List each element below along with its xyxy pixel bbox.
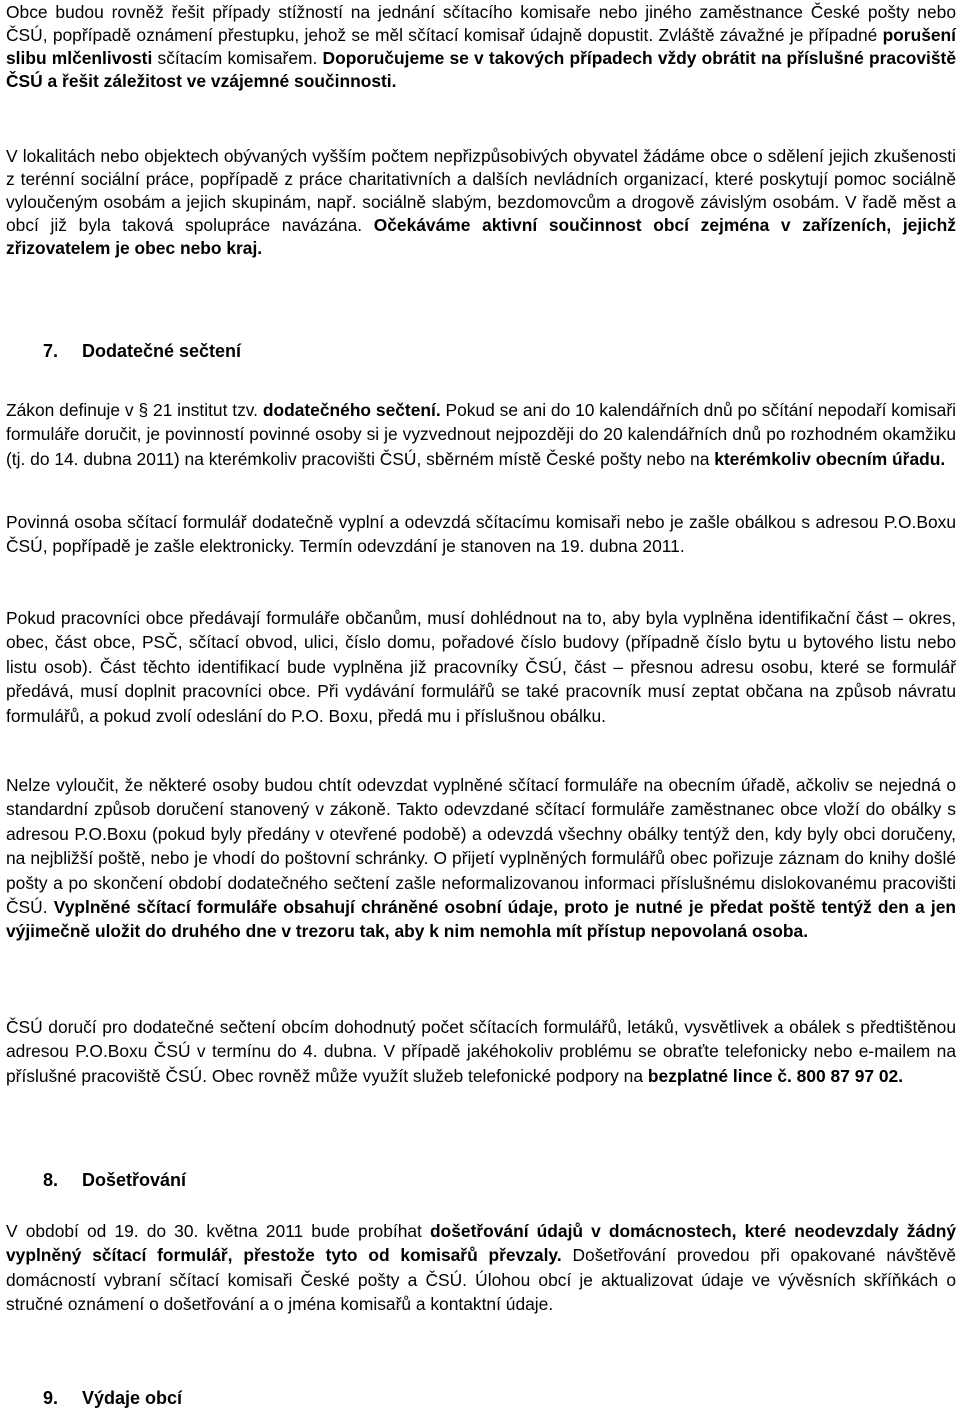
section-number: 9. bbox=[43, 1388, 59, 1408]
section-title: Došetřování bbox=[82, 1170, 187, 1190]
section-number: 7. bbox=[43, 341, 59, 361]
paragraph-municipal-staff: Pokud pracovníci obce předávají formuláře občanům, musí dohlédnout na to, aby byla vyplněna identifikační část – okres, obec, část obce, PSČ, sčítací obvod, ulici, číslo domu, pořadové číslo budovy (případně číslo bytu u bytového listu nebo listu osob). Část těchto identifikací bude vyplněna již pracovníky ČSÚ, část – přesnou adresu osobu, které se formulář předává, musí doplnit pracovníci obce. Při vydávání formulářů se také pracovník musí zeptat občana na způsob návratu formulářů, a pokud zvolí odeslání do P.O. Boxu, předá mu i příslušnou obálku. bbox=[6, 608, 956, 726]
paragraph-cannot-exclude: Nelze vyloučit, že některé osoby budou chtít odevzdat vyplněné sčítací formuláře na obecním úřadě, ačkoliv se nejedná o standardní způsob doručení stanovený v zákoně. Takto odevzdané sčítací formuláře zaměstnanec obce vloží do obálky s adresou P.O.Boxu (pokud byly předány v otevřené podobě) a odevzdá všechny obálky tentýž den, kdy byly obci doručeny, na nejbližší poště, nebo je vhodí do poštovní schránky. O přijetí vyplněných formulářů obec pořizuje záznam do knihy došlé pošty a po skončení období dodatečného sečtení zašle neformalizovanou informaci příslušnému dislokovanému pracovišti ČSÚ. Vyplněné sčítací formuláře obsahují chráněné osobní údaje, proto je nutné je předat poště tentýž den a jen výjimečně uložit do druhého dne v trezoru tak, aby k nim nemohla mít přístup nepovolaná osoba. bbox=[6, 775, 956, 942]
paragraph-csu-delivery: ČSÚ doručí pro dodatečné sečtení obcím dohodnutý počet sčítacích formulářů, letáků, vysvětlivek a obálek s předtištěnou adresou P.O.Boxu ČSÚ v termínu do 4. dubna. V případě jakéhokoliv problému se obraťte telefonicky nebo e-mailem na příslušné pracoviště ČSÚ. Obec rovněž může využít služeb telefonické podpory na bezplatné lince č. 800 87 97 02. bbox=[6, 1017, 956, 1086]
section-title: Výdaje obcí bbox=[82, 1388, 183, 1408]
paragraph-period: V období od 19. do 30. května 2011 bude probíhat došetřování údajů v domácnostech, které neodevzdaly žádný vyplněný sčítací formulář, přestože tyto od komisařů převzaly. Došetřování provedou při opakované návštěvě domácností vybraní sčítací komisaři České pošty a ČSÚ. Úlohou obcí je aktualizovat údaje ve vývěsních skříňkách o stručné oznámení o došetřování a o jména komisařů a kontaktní údaje. bbox=[6, 1221, 957, 1315]
section-heading-7 bbox=[6, 339, 241, 363]
paragraph-complaints: Obce budou rovněž řešit případy stížností na jednání sčítacího komisaře nebo jiného zaměstnance České pošty nebo ČSÚ, popřípadě oznámení přestupku, jehož se měl sčítací komisař údajně dopustit. Zvláště závažné je případné porušení slibu mlčenlivosti sčítacím komisařem. Doporučujeme se v takových případech vždy obrátit na příslušné pracoviště ČSÚ a řešit záležitost ve vzájemné součinnosti. bbox=[6, 2, 956, 91]
section-heading-9 bbox=[6, 1386, 182, 1410]
section-title: Dodatečné sečtení bbox=[82, 341, 242, 361]
paragraph-obligated-person: Povinná osoba sčítací formulář dodatečně vyplní a odevzdá sčítacímu komisaři nebo je zašle obálkou s adresou P.O.Boxu ČSÚ, popřípadě je zašle elektronicky. Termín odevzdání je stanoven na 19. dubna 2011. bbox=[6, 512, 956, 557]
paragraph-law: Zákon definuje v § 21 institut tzv. dodatečného sečtení. Pokud se ani do 10 kalendářních dnů po sčítání nepodaří komisaři formuláře doručit, je povinností povinné osoby si je vyzvednout nejpozději do 20 kalendářních dnů po rozhodném okamžiku (tj. do 14. dubna 2011) na kterémkoliv pracovišti ČSÚ, sběrném místě České pošty nebo na kterémkoliv obecním úřadu. bbox=[6, 400, 956, 469]
section-heading-8 bbox=[6, 1168, 186, 1192]
paragraph-localities: V lokalitách nebo objektech obývaných vyšším počtem nepřizpůsobivých obyvatel žádáme obce o sdělení jejich zkušenosti z terénní sociální práce, popřípadě z práce charitativních a dalších nevládních organizací, které poskytují pomoc sociálně vyloučeným osobám a jejich skupinám, např. sociálně slabým, bezdomovcům a drogově závislým osobám. V řadě měst a obcí již byla taková spolupráce navázána. Očekáváme aktivní součinnost obcí zejména v zařízeních, jejichž zřizovatelem je obec nebo kraj. bbox=[6, 146, 956, 258]
section-number: 8. bbox=[43, 1170, 59, 1190]
